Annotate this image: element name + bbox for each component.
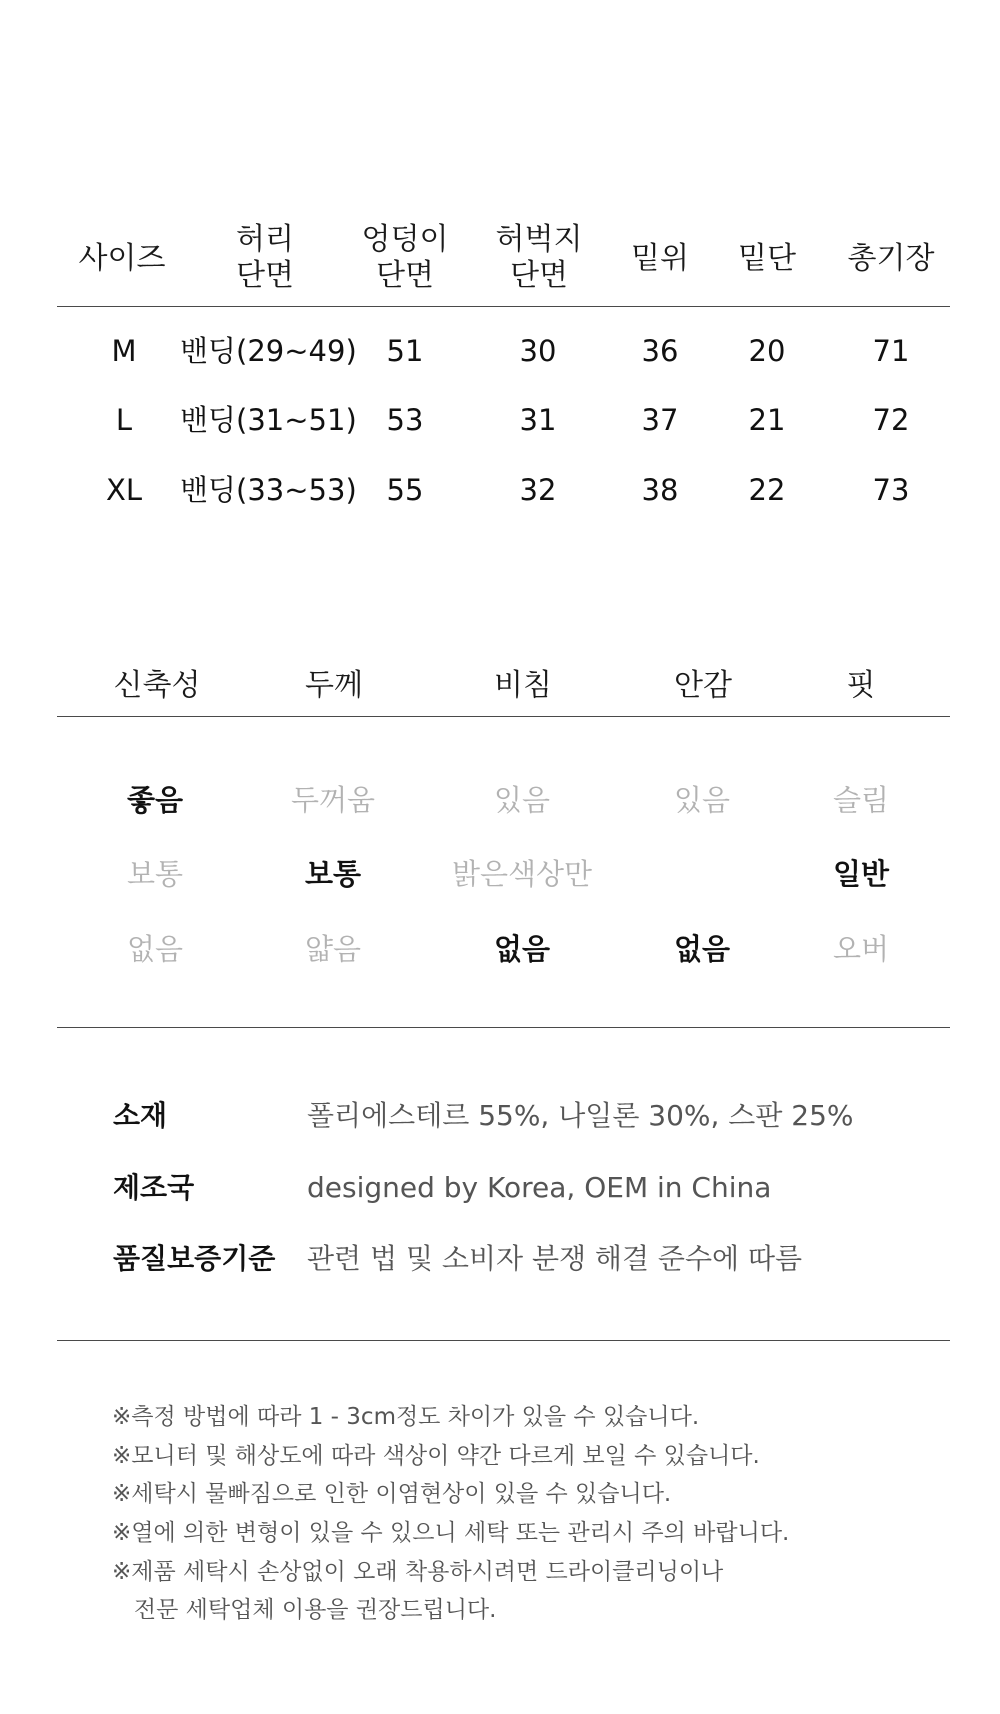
info-warranty-value: 관련 법 및 소비자 분쟁 해결 준수에 따름 bbox=[307, 1242, 803, 1275]
opt-thickness-thick: 두꺼움 bbox=[290, 783, 376, 817]
header-hip-line1: 엉덩이 bbox=[361, 222, 449, 257]
opt-lining-yes: 있음 bbox=[673, 783, 731, 817]
prop-header-fit: 핏 bbox=[846, 668, 876, 703]
row-m-size: M bbox=[111, 334, 137, 368]
opt-sheer-yes: 있음 bbox=[493, 783, 551, 817]
opt-stretch-none: 없음 bbox=[126, 932, 184, 966]
header-hem-label: 밑단 bbox=[738, 241, 796, 276]
prop-header-stretch: 신축성 bbox=[113, 668, 201, 703]
opt-fit-slim: 슬림 bbox=[832, 783, 890, 817]
row-m-thigh: 30 bbox=[519, 334, 557, 368]
opt-stretch-good: 좋음 bbox=[126, 783, 184, 817]
opt-sheer-none: 없음 bbox=[493, 932, 551, 966]
header-waist-line1: 허리 bbox=[236, 222, 294, 257]
note-heat: ※열에 의한 변형이 있을 수 있으니 세탁 또는 관리시 주의 바랍니다. bbox=[112, 1520, 790, 1546]
note-dry-clean-cont: 전문 세탁업체 이용을 권장드립니다. bbox=[112, 1597, 497, 1623]
row-xl-length: 73 bbox=[872, 473, 910, 507]
note-color-bleed: ※세탁시 물빠짐으로 인한 이염현상이 있을 수 있습니다. bbox=[112, 1481, 672, 1507]
row-xl-hip: 55 bbox=[386, 473, 424, 507]
info-material-value: 폴리에스테르 55%, 나일론 30%, 스판 25% bbox=[307, 1099, 854, 1132]
prop-header-lining: 안감 bbox=[674, 668, 732, 703]
info-origin-value: designed by Korea, OEM in China bbox=[307, 1171, 772, 1204]
row-m-hip: 51 bbox=[386, 334, 424, 368]
row-l-thigh: 31 bbox=[519, 403, 557, 437]
row-l-rise: 37 bbox=[641, 403, 679, 437]
header-waist bbox=[236, 222, 294, 294]
header-length-label: 총기장 bbox=[847, 241, 935, 276]
opt-lining-none: 없음 bbox=[673, 932, 731, 966]
size-table-divider bbox=[57, 306, 950, 307]
opt-thickness-normal: 보통 bbox=[304, 857, 362, 891]
note-monitor: ※모니터 및 해상도에 따라 색상이 약간 다르게 보일 수 있습니다. bbox=[112, 1443, 760, 1469]
header-hip-line2: 단면 bbox=[376, 258, 434, 293]
info-material-label: 소재 bbox=[113, 1099, 168, 1132]
header-thigh bbox=[496, 222, 583, 294]
row-l-hip: 53 bbox=[386, 403, 424, 437]
row-m-hem: 20 bbox=[748, 334, 786, 368]
opt-thickness-thin: 얇음 bbox=[304, 932, 362, 966]
row-m-length: 71 bbox=[872, 334, 910, 368]
header-hip bbox=[362, 222, 449, 294]
row-l-length: 72 bbox=[872, 403, 910, 437]
opt-fit-regular: 일반 bbox=[832, 857, 890, 891]
header-length bbox=[848, 241, 935, 277]
header-thigh-line2: 단면 bbox=[510, 258, 568, 293]
row-xl-size: XL bbox=[105, 473, 143, 507]
header-hem bbox=[738, 241, 796, 277]
row-xl-rise: 38 bbox=[641, 473, 679, 507]
prop-header-thickness: 두께 bbox=[305, 668, 363, 703]
note-dry-clean: ※제품 세탁시 손상없이 오래 착용하시려면 드라이클리닝이나 bbox=[112, 1559, 724, 1585]
prop-header-sheerness: 비침 bbox=[494, 668, 552, 703]
properties-divider bbox=[57, 716, 950, 717]
row-l-waist: 밴딩(31~51) bbox=[180, 403, 357, 437]
info-origin-label: 제조국 bbox=[113, 1171, 195, 1204]
header-size-label: 사이즈 bbox=[78, 241, 166, 276]
info-warranty-label: 품질보증기준 bbox=[113, 1242, 276, 1275]
opt-stretch-normal: 보통 bbox=[126, 857, 184, 891]
row-l-size: L bbox=[115, 403, 133, 437]
header-thigh-line1: 허벅지 bbox=[495, 222, 583, 257]
row-l-hem: 21 bbox=[748, 403, 786, 437]
row-m-waist: 밴딩(29~49) bbox=[180, 334, 357, 368]
row-xl-thigh: 32 bbox=[519, 473, 557, 507]
header-waist-line2: 단면 bbox=[236, 258, 294, 293]
header-size bbox=[79, 241, 166, 277]
opt-fit-over: 오버 bbox=[832, 932, 890, 966]
opt-sheer-light-only: 밝은색상만 bbox=[451, 857, 593, 891]
row-xl-waist: 밴딩(33~53) bbox=[180, 473, 357, 507]
properties-bottom-divider bbox=[57, 1027, 950, 1028]
row-m-rise: 36 bbox=[641, 334, 679, 368]
note-measurement: ※측정 방법에 따라 1 - 3cm정도 차이가 있을 수 있습니다. bbox=[112, 1404, 700, 1430]
header-rise-label: 밑위 bbox=[631, 241, 689, 276]
header-rise bbox=[631, 241, 689, 277]
row-xl-hem: 22 bbox=[748, 473, 786, 507]
info-bottom-divider bbox=[57, 1340, 950, 1341]
